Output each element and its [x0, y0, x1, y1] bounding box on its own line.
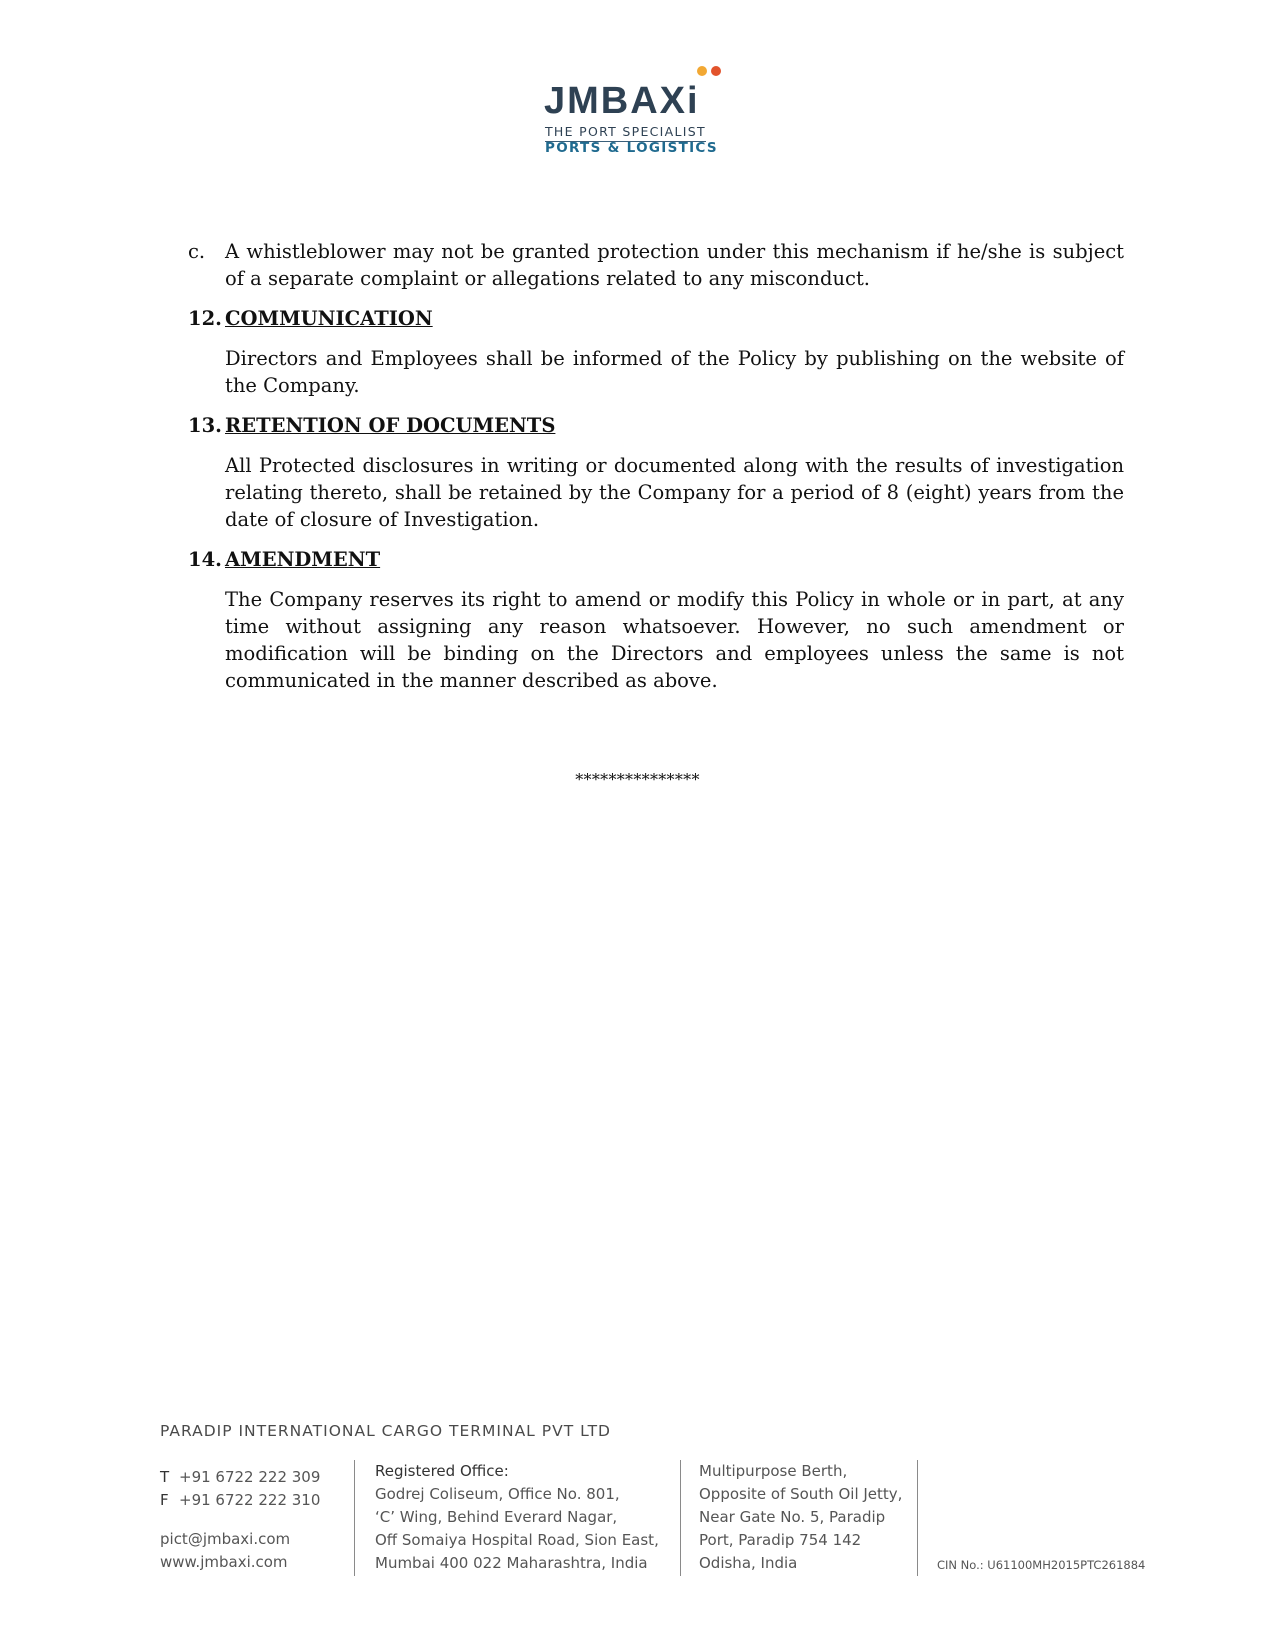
section-heading-amendment [188, 546, 1124, 573]
section-paragraph-amendment: The Company reserves its right to amend or modify this Policy in whole or in part, at any time without assigning any reason whatsoever. However, no such amendment or modification will be binding on the Directors and employees unless the same is not communicated in the manner described as above. [225, 588, 1124, 692]
document-body [188, 238, 1124, 694]
phone-number: +91 6722 222 309 [179, 1468, 321, 1486]
address-line: Near Gate No. 5, Paradip [699, 1508, 886, 1526]
website-link[interactable]: www.jmbaxi.com [160, 1553, 288, 1571]
address-line: ‘C’ Wing, Behind Everard Nagar, [375, 1508, 618, 1526]
section-heading-retention [188, 412, 1124, 439]
section-heading-communication [188, 305, 1124, 332]
address-line: Port, Paradip 754 142 [699, 1531, 862, 1549]
section-paragraph-communication: Directors and Employees shall be informed of the Policy by publishing on the website of the Company. [225, 347, 1124, 397]
contact-spacer [160, 1512, 320, 1528]
footer-divider [354, 1460, 355, 1576]
phone-line [160, 1466, 320, 1489]
address-line: Godrej Coliseum, Office No. 801, [375, 1485, 620, 1503]
section-number: 12. [188, 307, 222, 330]
logo-dot-orange [697, 66, 707, 76]
logo-subtitle: PORTS & LOGISTICS [545, 140, 718, 156]
logo-name: JMBAXi [544, 80, 700, 122]
section-number: 13. [188, 414, 222, 437]
address-line: Multipurpose Berth, [699, 1462, 848, 1480]
address-line: Off Somaiya Hospital Road, Sion East, [375, 1531, 659, 1549]
footer-contact [160, 1466, 320, 1574]
list-item-c [188, 238, 1124, 292]
email-link[interactable]: pict@jmbaxi.com [160, 1530, 291, 1548]
site-address [699, 1460, 902, 1575]
registered-office-address [375, 1460, 659, 1575]
section-title: COMMUNICATION [225, 307, 433, 330]
fax-number: +91 6722 222 310 [179, 1491, 321, 1509]
section-title: RETENTION OF DOCUMENTS [225, 414, 556, 437]
section-title: AMENDMENT [225, 548, 381, 571]
address-line: Odisha, India [699, 1554, 798, 1572]
fax-line [160, 1489, 320, 1512]
address-line: Opposite of South Oil Jetty, [699, 1485, 903, 1503]
logo-dots [697, 66, 727, 78]
fax-label: F [160, 1491, 169, 1509]
footer-divider [917, 1460, 918, 1576]
footer-company-name: PARADIP INTERNATIONAL CARGO TERMINAL PVT LTD [160, 1422, 611, 1440]
company-logo [544, 62, 724, 162]
logo-dot-red [711, 66, 721, 76]
end-of-document-marker: *************** [575, 770, 700, 789]
phone-label: T [160, 1468, 170, 1486]
list-marker: c. [188, 240, 206, 263]
address-line: Mumbai 400 022 Maharashtra, India [375, 1554, 648, 1572]
section-paragraph-retention: All Protected disclosures in writing or documented along with the results of investigation relating thereto, shall be retained by the Company for a period of 8 (eight) years from the date of closure of Investigation. [225, 454, 1124, 531]
registered-office-title: Registered Office: [375, 1462, 509, 1480]
cin-number: CIN No.: U61100MH2015PTC261884 [937, 1558, 1146, 1572]
logo-tagline: THE PORT SPECIALIST [545, 126, 706, 142]
footer-divider [680, 1460, 681, 1576]
section-number: 14. [188, 548, 222, 571]
list-item-text: A whistleblower may not be granted protection under this mechanism if he/she is subject of a separate complaint or allegations related to any misconduct. [225, 240, 1124, 290]
